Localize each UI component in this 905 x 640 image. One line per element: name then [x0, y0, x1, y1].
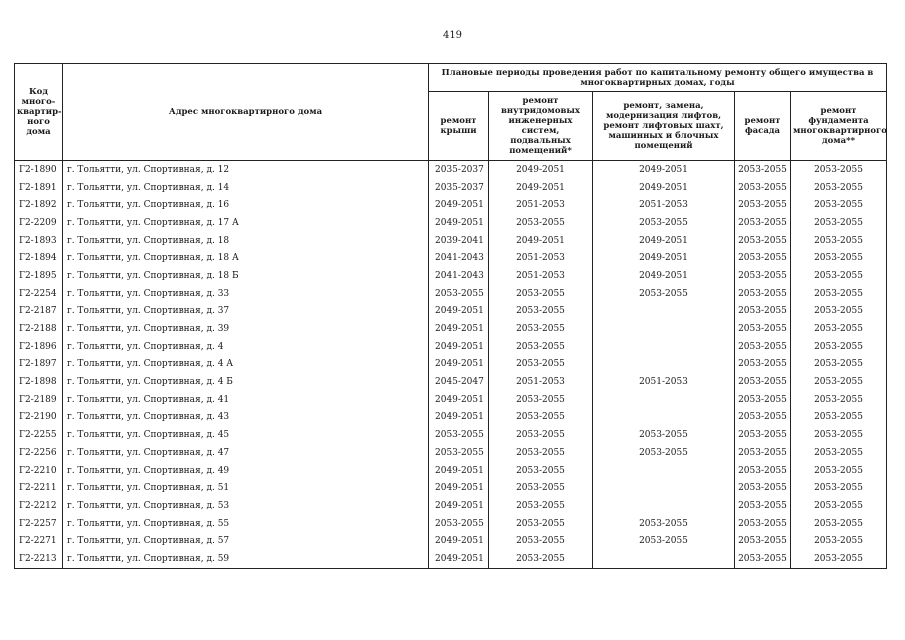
- cell-lifts: [593, 303, 735, 321]
- cell-code: Г2-1897: [15, 356, 63, 374]
- table-row: [15, 338, 887, 356]
- cell-roof: 2049-2051: [429, 391, 489, 409]
- cell-address: г. Тольятти, ул. Спортивная, д. 4 А: [63, 356, 429, 374]
- cell-code: Г2-1892: [15, 196, 63, 214]
- header-foundation: ремонт фундамента многоквартирного дома**: [791, 92, 887, 161]
- cell-lifts: 2051-2053: [593, 373, 735, 391]
- cell-foundation: 2053-2055: [791, 161, 887, 179]
- cell-systems: 2053-2055: [489, 462, 593, 480]
- cell-facade: 2053-2055: [735, 479, 791, 497]
- cell-address: г. Тольятти, ул. Спортивная, д. 37: [63, 303, 429, 321]
- cell-facade: 2053-2055: [735, 462, 791, 480]
- cell-foundation: 2053-2055: [791, 303, 887, 321]
- cell-systems: 2051-2053: [489, 196, 593, 214]
- cell-address: г. Тольятти, ул. Спортивная, д. 14: [63, 179, 429, 197]
- table-row: [15, 179, 887, 197]
- cell-foundation: 2053-2055: [791, 249, 887, 267]
- cell-lifts: 2053-2055: [593, 285, 735, 303]
- cell-lifts: [593, 320, 735, 338]
- cell-lifts: 2049-2051: [593, 249, 735, 267]
- cell-lifts: 2053-2055: [593, 515, 735, 533]
- header-code: Код много-квартир-ного дома: [15, 64, 63, 161]
- cell-roof: 2035-2037: [429, 179, 489, 197]
- cell-systems: 2049-2051: [489, 232, 593, 250]
- cell-foundation: 2053-2055: [791, 214, 887, 232]
- cell-address: г. Тольятти, ул. Спортивная, д. 57: [63, 532, 429, 550]
- cell-systems: 2053-2055: [489, 391, 593, 409]
- cell-address: г. Тольятти, ул. Спортивная, д. 59: [63, 550, 429, 568]
- page-number: 419: [442, 30, 463, 41]
- cell-address: г. Тольятти, ул. Спортивная, д. 33: [63, 285, 429, 303]
- cell-lifts: 2049-2051: [593, 232, 735, 250]
- cell-lifts: 2053-2055: [593, 532, 735, 550]
- table-row: [15, 391, 887, 409]
- cell-roof: 2049-2051: [429, 338, 489, 356]
- cell-facade: 2053-2055: [735, 515, 791, 533]
- table-row: [15, 249, 887, 267]
- cell-address: г. Тольятти, ул. Спортивная, д. 47: [63, 444, 429, 462]
- cell-facade: 2053-2055: [735, 320, 791, 338]
- cell-systems: 2049-2051: [489, 161, 593, 179]
- cell-facade: 2053-2055: [735, 303, 791, 321]
- cell-facade: 2053-2055: [735, 373, 791, 391]
- cell-systems: 2053-2055: [489, 532, 593, 550]
- table-row: [15, 214, 887, 232]
- cell-foundation: 2053-2055: [791, 391, 887, 409]
- cell-code: Г2-2190: [15, 409, 63, 427]
- table-row: [15, 426, 887, 444]
- cell-roof: 2049-2051: [429, 303, 489, 321]
- table-row: [15, 196, 887, 214]
- cell-systems: 2051-2053: [489, 373, 593, 391]
- cell-roof: 2053-2055: [429, 426, 489, 444]
- cell-code: Г2-2257: [15, 515, 63, 533]
- cell-facade: 2053-2055: [735, 161, 791, 179]
- cell-systems: 2053-2055: [489, 426, 593, 444]
- cell-foundation: 2053-2055: [791, 479, 887, 497]
- cell-foundation: 2053-2055: [791, 267, 887, 285]
- cell-systems: 2053-2055: [489, 409, 593, 427]
- cell-address: г. Тольятти, ул. Спортивная, д. 4 Б: [63, 373, 429, 391]
- cell-address: г. Тольятти, ул. Спортивная, д. 18: [63, 232, 429, 250]
- cell-address: г. Тольятти, ул. Спортивная, д. 39: [63, 320, 429, 338]
- cell-facade: 2053-2055: [735, 285, 791, 303]
- table-row: [15, 356, 887, 374]
- cell-foundation: 2053-2055: [791, 373, 887, 391]
- cell-code: Г2-1895: [15, 267, 63, 285]
- cell-roof: 2035-2037: [429, 161, 489, 179]
- cell-systems: 2053-2055: [489, 338, 593, 356]
- cell-lifts: 2053-2055: [593, 214, 735, 232]
- cell-lifts: [593, 356, 735, 374]
- cell-foundation: 2053-2055: [791, 532, 887, 550]
- header-roof: ремонт крыши: [429, 92, 489, 161]
- table-body: [15, 161, 887, 569]
- cell-foundation: 2053-2055: [791, 444, 887, 462]
- cell-address: г. Тольятти, ул. Спортивная, д. 41: [63, 391, 429, 409]
- cell-facade: 2053-2055: [735, 179, 791, 197]
- cell-lifts: [593, 497, 735, 515]
- cell-code: Г2-2212: [15, 497, 63, 515]
- cell-foundation: 2053-2055: [791, 462, 887, 480]
- cell-systems: 2051-2053: [489, 267, 593, 285]
- cell-code: Г2-2210: [15, 462, 63, 480]
- cell-code: Г2-1898: [15, 373, 63, 391]
- cell-code: Г2-2271: [15, 532, 63, 550]
- cell-code: Г2-2188: [15, 320, 63, 338]
- header-periods: Плановые периоды проведения работ по капитальному ремонту общего имущества в многоквартирных домах, годы: [429, 64, 887, 92]
- table-row: [15, 267, 887, 285]
- cell-roof: 2049-2051: [429, 497, 489, 515]
- cell-systems: 2051-2053: [489, 249, 593, 267]
- cell-facade: 2053-2055: [735, 249, 791, 267]
- cell-systems: 2053-2055: [489, 303, 593, 321]
- cell-address: г. Тольятти, ул. Спортивная, д. 45: [63, 426, 429, 444]
- cell-foundation: 2053-2055: [791, 409, 887, 427]
- cell-facade: 2053-2055: [735, 497, 791, 515]
- cell-foundation: 2053-2055: [791, 285, 887, 303]
- cell-roof: 2049-2051: [429, 356, 489, 374]
- cell-code: Г2-1896: [15, 338, 63, 356]
- cell-roof: 2049-2051: [429, 462, 489, 480]
- cell-systems: 2053-2055: [489, 285, 593, 303]
- cell-roof: 2039-2041: [429, 232, 489, 250]
- cell-code: Г2-1890: [15, 161, 63, 179]
- cell-roof: 2045-2047: [429, 373, 489, 391]
- cell-roof: 2049-2051: [429, 479, 489, 497]
- cell-code: Г2-2256: [15, 444, 63, 462]
- table-row: [15, 515, 887, 533]
- table-row: [15, 409, 887, 427]
- cell-lifts: [593, 550, 735, 568]
- table-row: [15, 479, 887, 497]
- cell-address: г. Тольятти, ул. Спортивная, д. 16: [63, 196, 429, 214]
- cell-code: Г2-2254: [15, 285, 63, 303]
- cell-code: Г2-1891: [15, 179, 63, 197]
- cell-lifts: [593, 338, 735, 356]
- header-address: Адрес многоквартирного дома: [63, 64, 429, 161]
- cell-lifts: 2049-2051: [593, 161, 735, 179]
- cell-foundation: 2053-2055: [791, 550, 887, 568]
- cell-roof: 2049-2051: [429, 196, 489, 214]
- cell-roof: 2049-2051: [429, 409, 489, 427]
- cell-systems: 2053-2055: [489, 214, 593, 232]
- cell-facade: 2053-2055: [735, 267, 791, 285]
- cell-address: г. Тольятти, ул. Спортивная, д. 55: [63, 515, 429, 533]
- cell-systems: 2053-2055: [489, 550, 593, 568]
- cell-address: г. Тольятти, ул. Спортивная, д. 17 А: [63, 214, 429, 232]
- cell-foundation: 2053-2055: [791, 232, 887, 250]
- cell-code: Г2-2189: [15, 391, 63, 409]
- cell-address: г. Тольятти, ул. Спортивная, д. 18 Б: [63, 267, 429, 285]
- cell-lifts: 2053-2055: [593, 426, 735, 444]
- table-row: [15, 303, 887, 321]
- cell-roof: 2049-2051: [429, 550, 489, 568]
- cell-systems: 2053-2055: [489, 497, 593, 515]
- table-row: [15, 320, 887, 338]
- cell-foundation: 2053-2055: [791, 338, 887, 356]
- cell-lifts: [593, 409, 735, 427]
- cell-systems: 2053-2055: [489, 515, 593, 533]
- header-facade: ремонт фасада: [735, 92, 791, 161]
- cell-facade: 2053-2055: [735, 550, 791, 568]
- cell-facade: 2053-2055: [735, 426, 791, 444]
- cell-lifts: 2049-2051: [593, 267, 735, 285]
- table-row: [15, 532, 887, 550]
- cell-roof: 2041-2043: [429, 267, 489, 285]
- cell-systems: 2049-2051: [489, 179, 593, 197]
- cell-lifts: [593, 479, 735, 497]
- cell-roof: 2049-2051: [429, 214, 489, 232]
- cell-lifts: [593, 462, 735, 480]
- cell-lifts: 2053-2055: [593, 444, 735, 462]
- cell-facade: 2053-2055: [735, 232, 791, 250]
- cell-systems: 2053-2055: [489, 356, 593, 374]
- cell-code: Г2-1893: [15, 232, 63, 250]
- table-row: [15, 161, 887, 179]
- cell-roof: 2053-2055: [429, 444, 489, 462]
- cell-foundation: 2053-2055: [791, 179, 887, 197]
- cell-foundation: 2053-2055: [791, 320, 887, 338]
- cell-foundation: 2053-2055: [791, 426, 887, 444]
- cell-address: г. Тольятти, ул. Спортивная, д. 4: [63, 338, 429, 356]
- cell-address: г. Тольятти, ул. Спортивная, д. 51: [63, 479, 429, 497]
- table-row: [15, 373, 887, 391]
- cell-roof: 2053-2055: [429, 515, 489, 533]
- cell-systems: 2053-2055: [489, 444, 593, 462]
- cell-address: г. Тольятти, ул. Спортивная, д. 12: [63, 161, 429, 179]
- cell-lifts: 2051-2053: [593, 196, 735, 214]
- cell-address: г. Тольятти, ул. Спортивная, д. 53: [63, 497, 429, 515]
- cell-facade: 2053-2055: [735, 391, 791, 409]
- header-lifts: ремонт, замена, модернизация лифтов, ремонт лифтовых шахт, машинных и блочных помещений: [593, 92, 735, 161]
- cell-facade: 2053-2055: [735, 409, 791, 427]
- capital-repair-table: [14, 63, 887, 569]
- table-row: [15, 285, 887, 303]
- cell-code: Г2-2187: [15, 303, 63, 321]
- cell-foundation: 2053-2055: [791, 196, 887, 214]
- cell-roof: 2041-2043: [429, 249, 489, 267]
- cell-lifts: 2049-2051: [593, 179, 735, 197]
- cell-systems: 2053-2055: [489, 320, 593, 338]
- cell-facade: 2053-2055: [735, 214, 791, 232]
- cell-foundation: 2053-2055: [791, 497, 887, 515]
- cell-roof: 2049-2051: [429, 532, 489, 550]
- cell-address: г. Тольятти, ул. Спортивная, д. 49: [63, 462, 429, 480]
- cell-address: г. Тольятти, ул. Спортивная, д. 43: [63, 409, 429, 427]
- cell-address: г. Тольятти, ул. Спортивная, д. 18 А: [63, 249, 429, 267]
- cell-code: Г2-2255: [15, 426, 63, 444]
- cell-facade: 2053-2055: [735, 532, 791, 550]
- cell-facade: 2053-2055: [735, 444, 791, 462]
- table-row: [15, 232, 887, 250]
- cell-lifts: [593, 391, 735, 409]
- cell-code: Г2-2209: [15, 214, 63, 232]
- cell-roof: 2053-2055: [429, 285, 489, 303]
- cell-code: Г2-1894: [15, 249, 63, 267]
- table-row: [15, 462, 887, 480]
- cell-code: Г2-2213: [15, 550, 63, 568]
- cell-foundation: 2053-2055: [791, 515, 887, 533]
- table-row: [15, 550, 887, 568]
- cell-foundation: 2053-2055: [791, 356, 887, 374]
- table-row: [15, 497, 887, 515]
- cell-facade: 2053-2055: [735, 196, 791, 214]
- cell-roof: 2049-2051: [429, 320, 489, 338]
- cell-facade: 2053-2055: [735, 356, 791, 374]
- cell-facade: 2053-2055: [735, 338, 791, 356]
- table-row: [15, 444, 887, 462]
- cell-systems: 2053-2055: [489, 479, 593, 497]
- cell-code: Г2-2211: [15, 479, 63, 497]
- header-systems: ремонт внутридомовых инженерных систем, подвальных помещений*: [489, 92, 593, 161]
